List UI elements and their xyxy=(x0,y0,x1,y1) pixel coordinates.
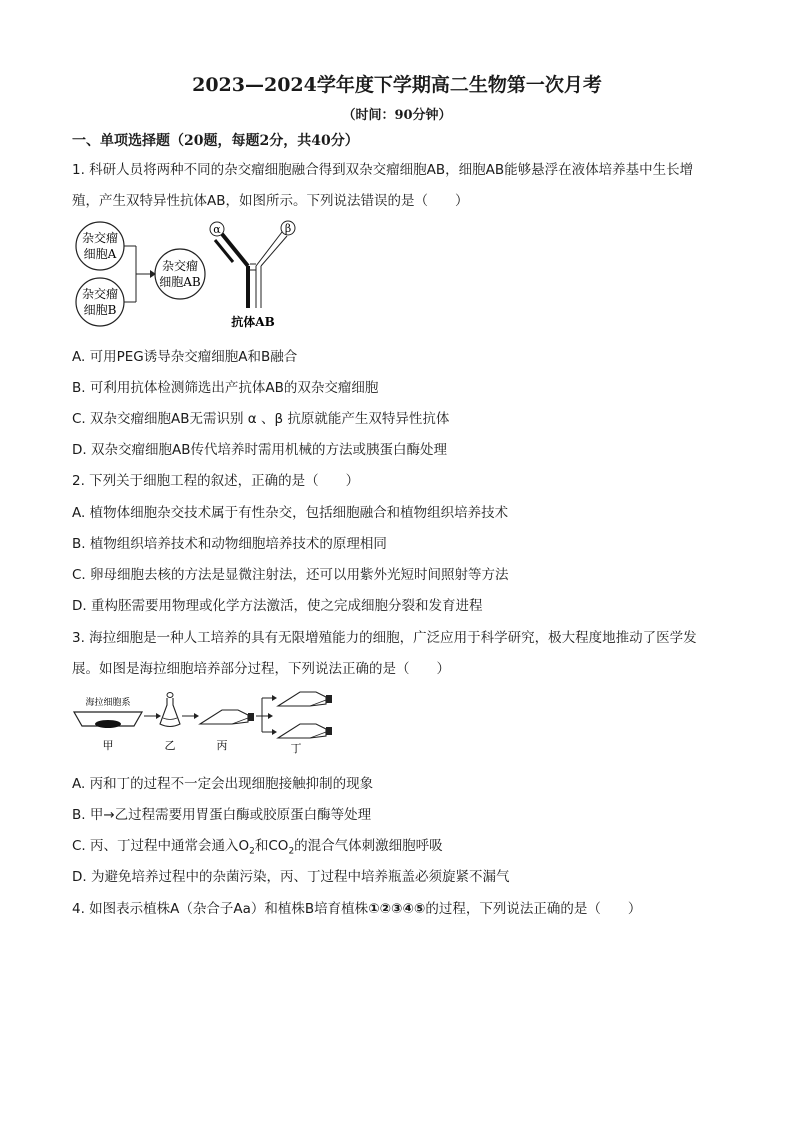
q2-option-c: C. 卵母细胞去核的方法是显微注射法，还可以用紫外光短时间照射等方法 xyxy=(72,567,509,583)
q3-figure xyxy=(72,688,342,758)
q2-option-a: A. 植物体细胞杂交技术属于有性杂交，包括细胞融合和植物组织培养技术 xyxy=(72,505,509,521)
q2-stem: 2. 下列关于细胞工程的叙述，正确的是（ ） xyxy=(72,473,360,489)
stage-ding: 丁 xyxy=(290,742,302,755)
cell-ab-circle xyxy=(155,249,205,299)
stage-bing: 丙 xyxy=(216,739,228,752)
page-title: 2023—2024学年度下学期高二生物第一次月考 xyxy=(192,74,602,96)
q3-stem-line1: 3. 海拉细胞是一种人工培养的具有无限增殖能力的细胞，广泛应用于科学研究，极大程度地推动了医学发 xyxy=(72,630,697,646)
q2-option-b: B. 植物组织培养技术和动物细胞培养技术的原理相同 xyxy=(72,536,387,552)
arrow-icon xyxy=(194,713,199,719)
antibody-ab-icon xyxy=(215,232,287,308)
cell-ab-label2: 细胞AB xyxy=(159,275,201,289)
stage-yi: 乙 xyxy=(164,739,176,752)
q1-figure xyxy=(70,218,310,333)
cell-b-label1: 杂交瘤 xyxy=(81,287,119,301)
q3-option-c: C. 丙、丁过程中通常会通入$O_2$和$CO_2$的混合气体刺激细胞呼吸 xyxy=(72,838,443,857)
q1-option-a: A. 可用PEG诱导杂交瘤细胞A和B融合 xyxy=(72,349,298,365)
cell-b-circle xyxy=(76,278,124,326)
q3-stem-line2: 展。如图是海拉细胞培养部分过程，下列说法正确的是（ ） xyxy=(72,661,450,677)
q1-option-c: C. 双杂交瘤细胞AB无需识别 α 、β 抗原就能产生双特异性抗体 xyxy=(72,411,450,427)
cell-a-label2: 细胞A xyxy=(83,247,117,261)
flask-icon xyxy=(160,693,180,727)
arrow-icon xyxy=(156,713,161,719)
alpha-label: α xyxy=(213,223,221,236)
cell-a-label1: 杂交瘤 xyxy=(81,231,119,245)
cell-mass-icon xyxy=(95,720,121,728)
q1-stem-line2: 殖，产生双特异性抗体AB，如图所示。下列说法错误的是（ ） xyxy=(72,193,469,209)
arrow-icon xyxy=(268,713,273,719)
time-limit: （时间：90分钟） xyxy=(342,108,452,123)
section-heading: 一、单项选择题（20题，每题2分，共40分） xyxy=(72,133,359,149)
cell-b-label2: 细胞B xyxy=(83,303,117,317)
culture-bottle-icon xyxy=(200,710,254,724)
q3-option-a: A. 丙和丁的过程不一定会出现细胞接触抑制的现象 xyxy=(72,776,374,792)
q2-option-d: D. 重构胚需要用物理或化学方法激活，使之完成细胞分裂和发育进程 xyxy=(72,598,483,614)
culture-bottle-icon xyxy=(278,692,332,706)
dish-label: 海拉细胞系 xyxy=(85,698,131,708)
q3-option-b: B. 甲→乙过程需要用胃蛋白酶或胶原蛋白酶等处理 xyxy=(72,807,372,823)
beta-label: β xyxy=(284,222,292,235)
antibody-ab-label: 抗体AB xyxy=(231,315,275,329)
cell-a-circle xyxy=(76,222,124,270)
q1-stem-line1: 1. 科研人员将两种不同的杂交瘤细胞融合得到双杂交瘤细胞AB，细胞AB能够悬浮在液体培养基中生长增 xyxy=(72,162,694,178)
q4-stem: 4. 如图表示植株A（杂合子Aa）和植株B培育植株①②③④⑤的过程，下列说法正确的是（ ） xyxy=(72,901,642,917)
culture-bottle-icon xyxy=(278,724,332,738)
q1-option-d: D. 双杂交瘤细胞AB传代培养时需用机械的方法或胰蛋白酶处理 xyxy=(72,442,447,458)
cell-ab-label1: 杂交瘤 xyxy=(161,259,199,273)
q1-option-b: B. 可利用抗体检测筛选出产抗体AB的双杂交瘤细胞 xyxy=(72,380,379,396)
q3-option-d: D. 为避免培养过程中的杂菌污染，丙、丁过程中培养瓶盖必须旋紧不漏气 xyxy=(72,869,510,885)
stage-jia: 甲 xyxy=(102,739,114,752)
